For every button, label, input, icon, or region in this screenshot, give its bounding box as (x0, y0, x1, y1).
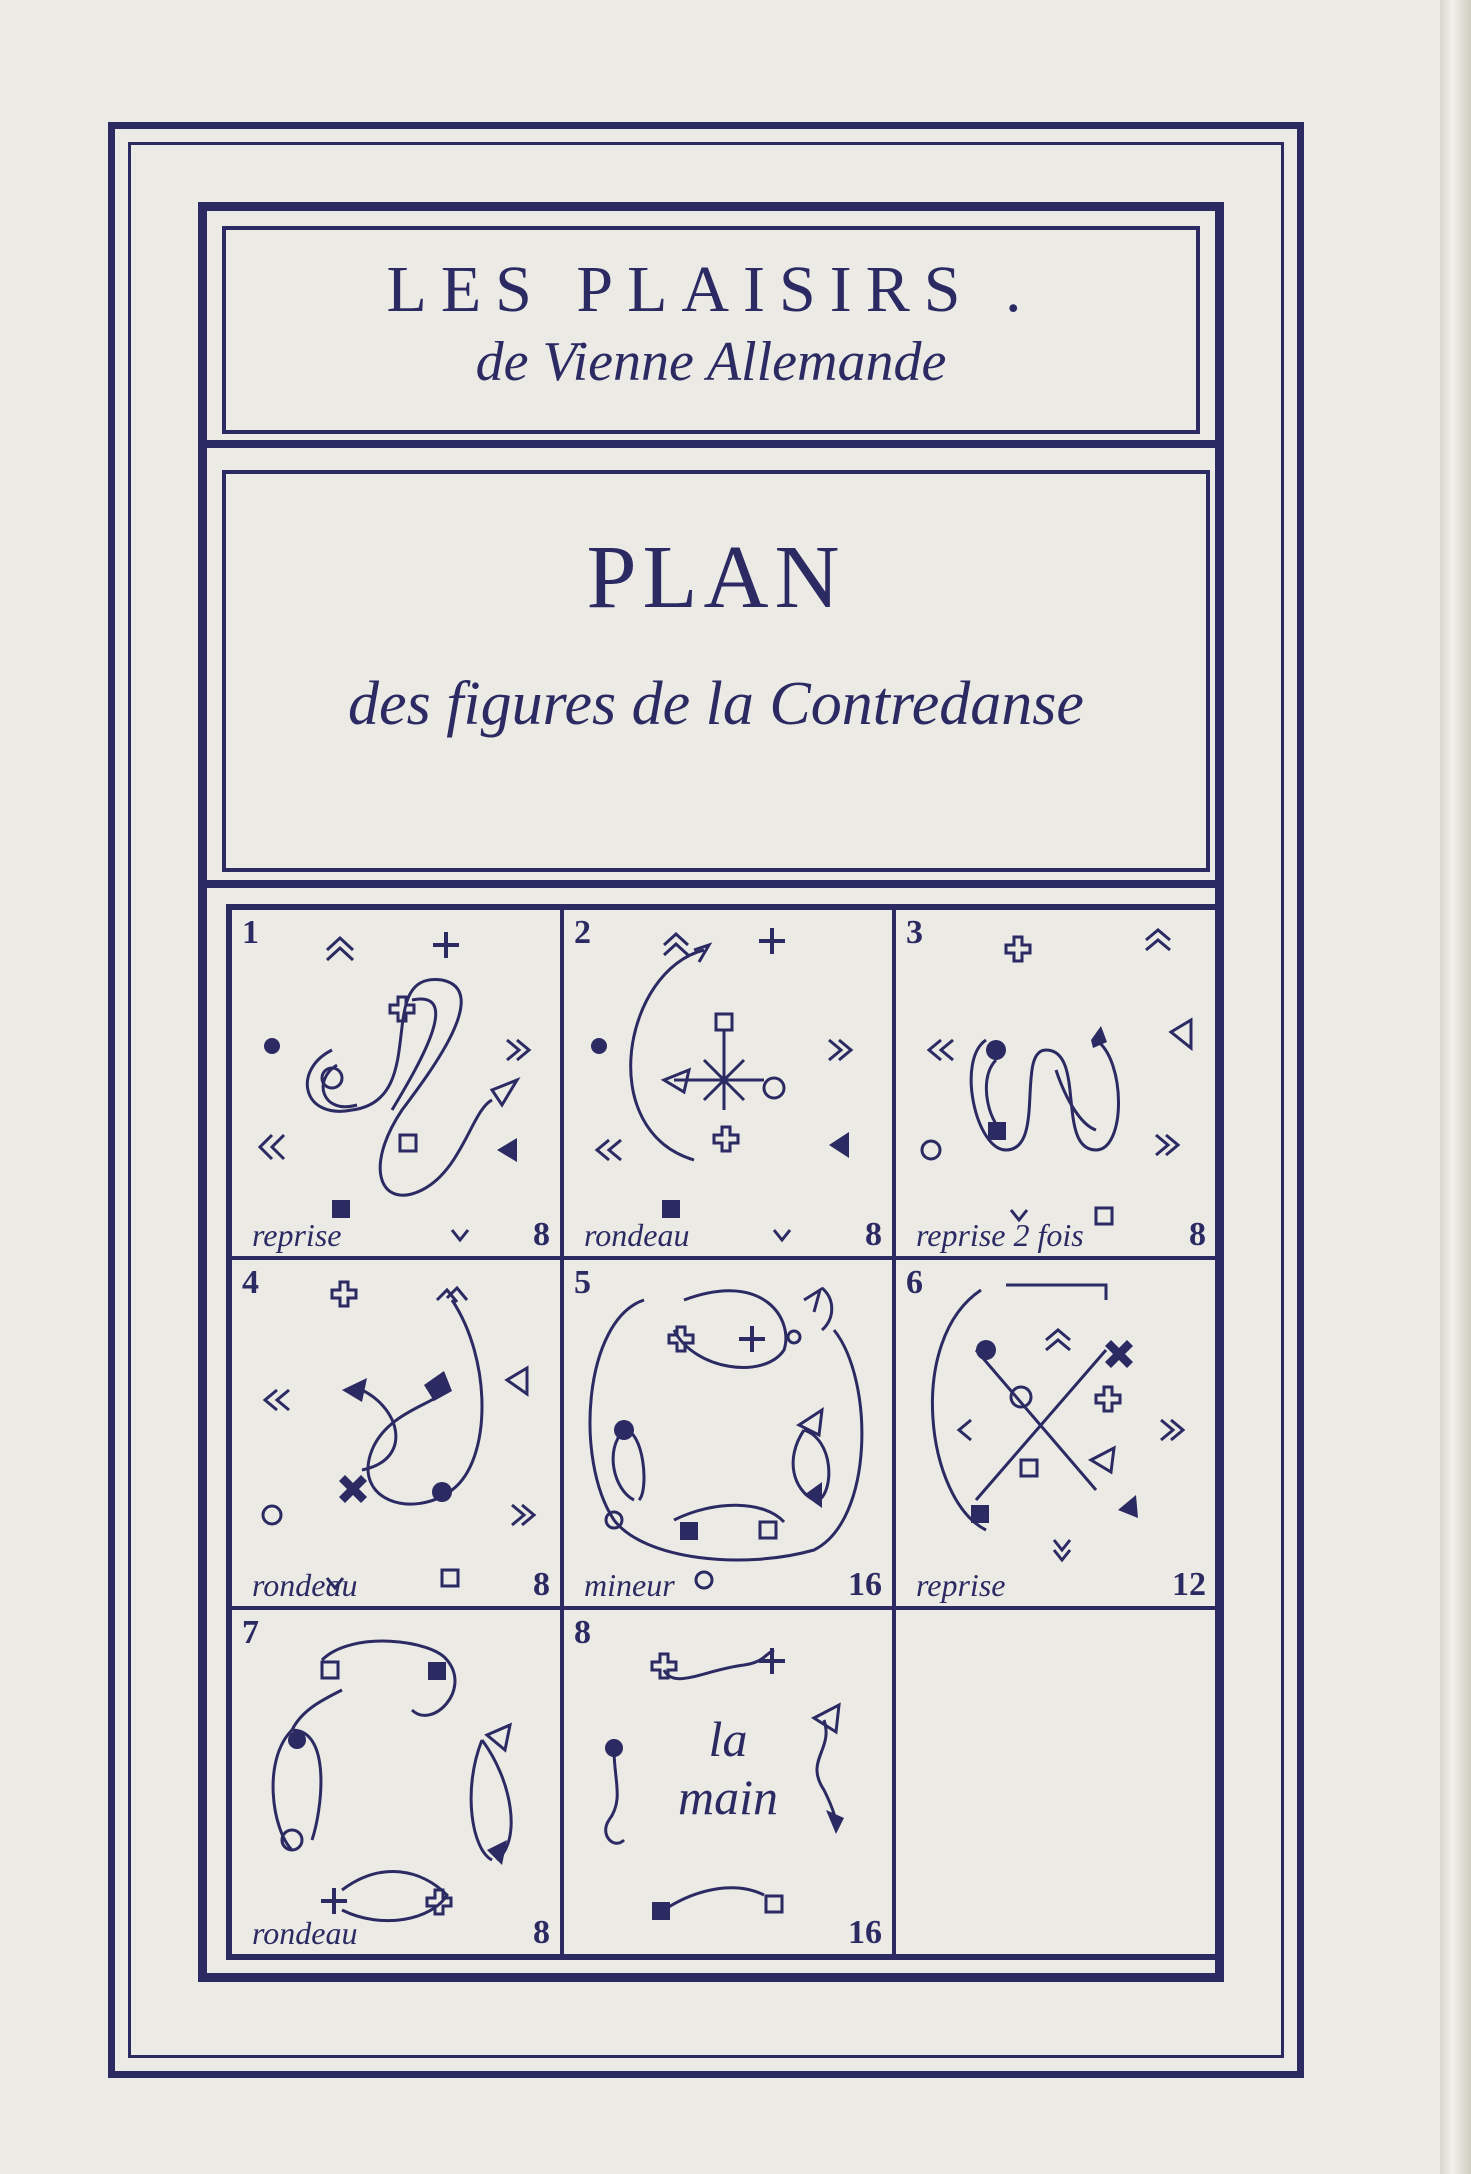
figure-name: reprise 2 fois (916, 1217, 1084, 1253)
figure-name: reprise (252, 1217, 342, 1253)
figure-cell-2 (562, 908, 894, 1258)
figure-count: 12 (1172, 1566, 1206, 1603)
figure-2-diagram (564, 910, 896, 1260)
empty-cell (894, 1608, 1218, 1956)
title-sub: de Vienne Allemande (475, 331, 947, 393)
figure-5-diagram (564, 1260, 896, 1610)
plan-cartouche (222, 470, 1210, 872)
figure-number: 1 (242, 914, 259, 951)
figure-count: 8 (865, 1216, 882, 1253)
page-edge (1440, 0, 1471, 2174)
figure-count: 8 (533, 1914, 550, 1951)
figure-1-diagram (232, 910, 564, 1260)
title-cartouche (222, 226, 1200, 434)
figure-4-diagram (232, 1260, 564, 1610)
figure-name: mineur (584, 1567, 675, 1603)
figure-cell-5 (562, 1258, 894, 1608)
figure-number: 2 (574, 914, 591, 951)
figure-count: 8 (533, 1566, 550, 1603)
figure-cell-4 (230, 1258, 562, 1608)
figure-count: 8 (1189, 1216, 1206, 1253)
figure-name: rondeau (584, 1217, 690, 1253)
figure-number: 5 (574, 1264, 591, 1301)
figure-cell-8 (562, 1608, 894, 1956)
figure-name: rondeau (252, 1567, 358, 1603)
figure-count: 8 (533, 1216, 550, 1253)
figure-7-diagram (232, 1610, 564, 1958)
figure-number: 6 (906, 1264, 923, 1301)
figure-cell-7 (230, 1608, 562, 1956)
figure-8-text-main: main (678, 1769, 778, 1825)
figure-cell-3 (894, 908, 1218, 1258)
title-main: LES PLAISIRS . (386, 253, 1036, 326)
figure-count: 16 (848, 1566, 882, 1603)
figure-cell-1 (230, 908, 562, 1258)
figure-number: 4 (242, 1264, 259, 1301)
figure-name: rondeau (252, 1915, 358, 1951)
figure-count: 16 (848, 1914, 882, 1951)
figure-6-diagram (896, 1260, 1220, 1610)
plan-heading: PLAN (586, 528, 846, 627)
figure-number: 8 (574, 1614, 591, 1651)
figure-number: 7 (242, 1614, 259, 1651)
plan-subheading: des figures de la Contredanse (348, 670, 1084, 738)
figure-number: 3 (906, 914, 923, 951)
figure-3-diagram (896, 910, 1220, 1260)
figures-grid (226, 904, 1222, 1960)
separator-2 (206, 880, 1216, 888)
separator-1 (206, 440, 1216, 448)
figure-8-text-la: la (708, 1711, 748, 1767)
figure-name: reprise (916, 1567, 1006, 1603)
figure-cell-6 (894, 1258, 1218, 1608)
